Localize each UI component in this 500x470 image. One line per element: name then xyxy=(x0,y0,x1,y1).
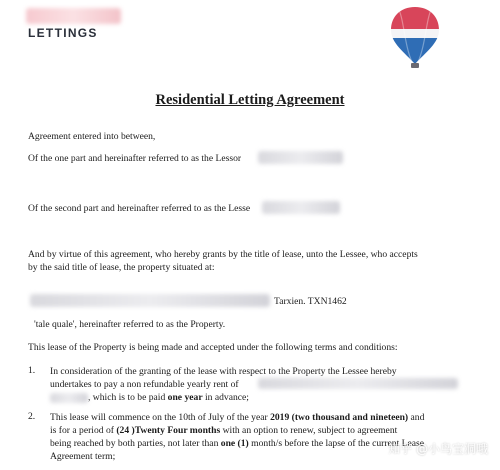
clause-1-line-3 xyxy=(50,391,455,404)
brand-lettings: LETTINGS xyxy=(28,26,98,40)
redacted-address xyxy=(30,294,270,307)
address-tail: Tarxien. TXN1462 xyxy=(274,296,347,307)
redacted-rent-amount xyxy=(50,393,88,403)
clause-1-line-1: In consideration of the granting of the lease with respect to the Property the Lessee hereby xyxy=(50,366,397,377)
redacted-agency-name xyxy=(26,8,121,24)
clause-2-line-1-post: and xyxy=(408,412,425,423)
lessor-line: Of the one part and hereinafter referred to as the Lessor xyxy=(28,153,242,164)
clause-1-line-3-post: in advance; xyxy=(202,392,249,403)
clause-2-line-2-bold: (24 )Twenty Four months xyxy=(116,425,221,436)
clause-1-line-2: undertakes to pay a non refundable yearly rent of xyxy=(50,379,239,390)
clause-1-line-3-pre: , which is to be paid xyxy=(88,392,168,403)
clause-2-line-1 xyxy=(50,411,460,424)
grant-line-2: by the said title of lease, the property situated at: xyxy=(28,262,215,273)
clause-2-number: 2. xyxy=(28,411,36,422)
clause-1-line-3-bold: one year xyxy=(167,392,203,403)
terms-intro: This lease of the Property is being made and accepted under the following terms and conditions: xyxy=(28,342,398,353)
property-line: 'tale quale', hereinafter referred to as the Property. xyxy=(34,319,226,330)
balloon-logo-icon xyxy=(388,4,442,70)
grant-line-1: And by virtue of this agreement, who hereby grants by the title of lease, unto the Lessee, who accepts xyxy=(28,249,418,260)
clause-2-line-1-bold: 2019 (two thousand and nineteen) xyxy=(270,412,409,423)
redacted-rent-figure xyxy=(258,378,458,389)
redacted-lessee-name xyxy=(262,201,340,214)
lessee-line: Of the second part and hereinafter referred to as the Lesse xyxy=(28,203,251,214)
clause-1-number: 1. xyxy=(28,365,36,376)
clause-2-line-2-post: with an option to renew, subject to agreement xyxy=(220,425,398,436)
clause-2-line-2 xyxy=(50,424,460,437)
clause-2-line-3-pre: being reached by both parties, not later than xyxy=(50,438,221,449)
clause-2-line-3-post: month/s before the lapse of the current Lease xyxy=(248,438,425,449)
watermark: 知乎 @小鸟宝洞哦 xyxy=(388,442,488,456)
clause-2-line-4: Agreement term; xyxy=(50,451,116,462)
intro-line: Agreement entered into between, xyxy=(28,131,156,142)
clause-2-line-1-pre: This lease will commence on the 10th of July of the year xyxy=(50,412,271,423)
clause-2-line-2-pre: is for a period of xyxy=(50,425,117,436)
clause-2-line-3-bold: one (1) xyxy=(220,438,249,449)
document-title: Residential Letting Agreement xyxy=(155,92,345,108)
redacted-lessor-name xyxy=(258,151,343,164)
